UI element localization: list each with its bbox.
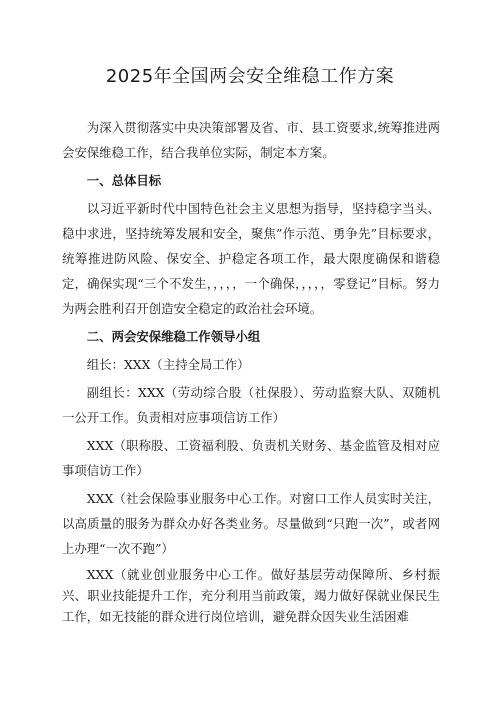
member-paragraph-3: XXX（就业创业服务中心工作。做好基层劳动保障所、乡村振兴、职业技能提升工作，充分利用当前政策，竭力做好保就业保民生工作，如无技能的群众进行岗位培训，避免群众因失业生活困难: [62, 567, 440, 624]
deputy-leader-paragraph: 副组长：XXX（劳动综合股（社保股）、劳动监察大队、双随机一公开工作。负责相对应事项信访工作）: [62, 385, 440, 425]
goals-paragraph: 以习近平新时代中国特色社会主义思想为指导，坚持稳字当头、稳中求进，坚持统筹发展和安全，聚焦”作示范、勇争先”目标要求，统筹推进防风险、保安全、护稳定各项工作，最大限度确保和谐稳定，确保实现“三个不发生，，，，，一个确保，，，，，零登记”目标。努力为两会胜利召开创造安全稳定的政治社会环境。: [62, 201, 440, 316]
leader-paragraph: 组长：XXX（主持全局工作）: [86, 357, 250, 372]
member-paragraph-2: XXX（社会保险事业服务中心工作。对窗口工作人员实时关注，以高质量的服务为群众办好各类业务。尽量做到“只跑一次”，或者网上办理“一次不跑”）: [62, 491, 440, 556]
intro-paragraph: 为深入贯彻落实中央决策部署及省、市、县工资要求,统筹推进两会安保维稳工作，结合我单位实际，制定本方案。: [62, 120, 440, 160]
member-paragraph-1: XXX（职称股、工资福利股、负责机关财务、基金监管及相对应事项信访工作）: [62, 438, 440, 478]
section-heading-leadership: 二、两会安保维稳工作领导小组: [86, 329, 261, 344]
section-heading-goals: 一、总体目标: [86, 173, 162, 188]
document-body: [62, 115, 440, 630]
document-title: 2025年全国两会安全维稳工作方案: [105, 66, 395, 87]
